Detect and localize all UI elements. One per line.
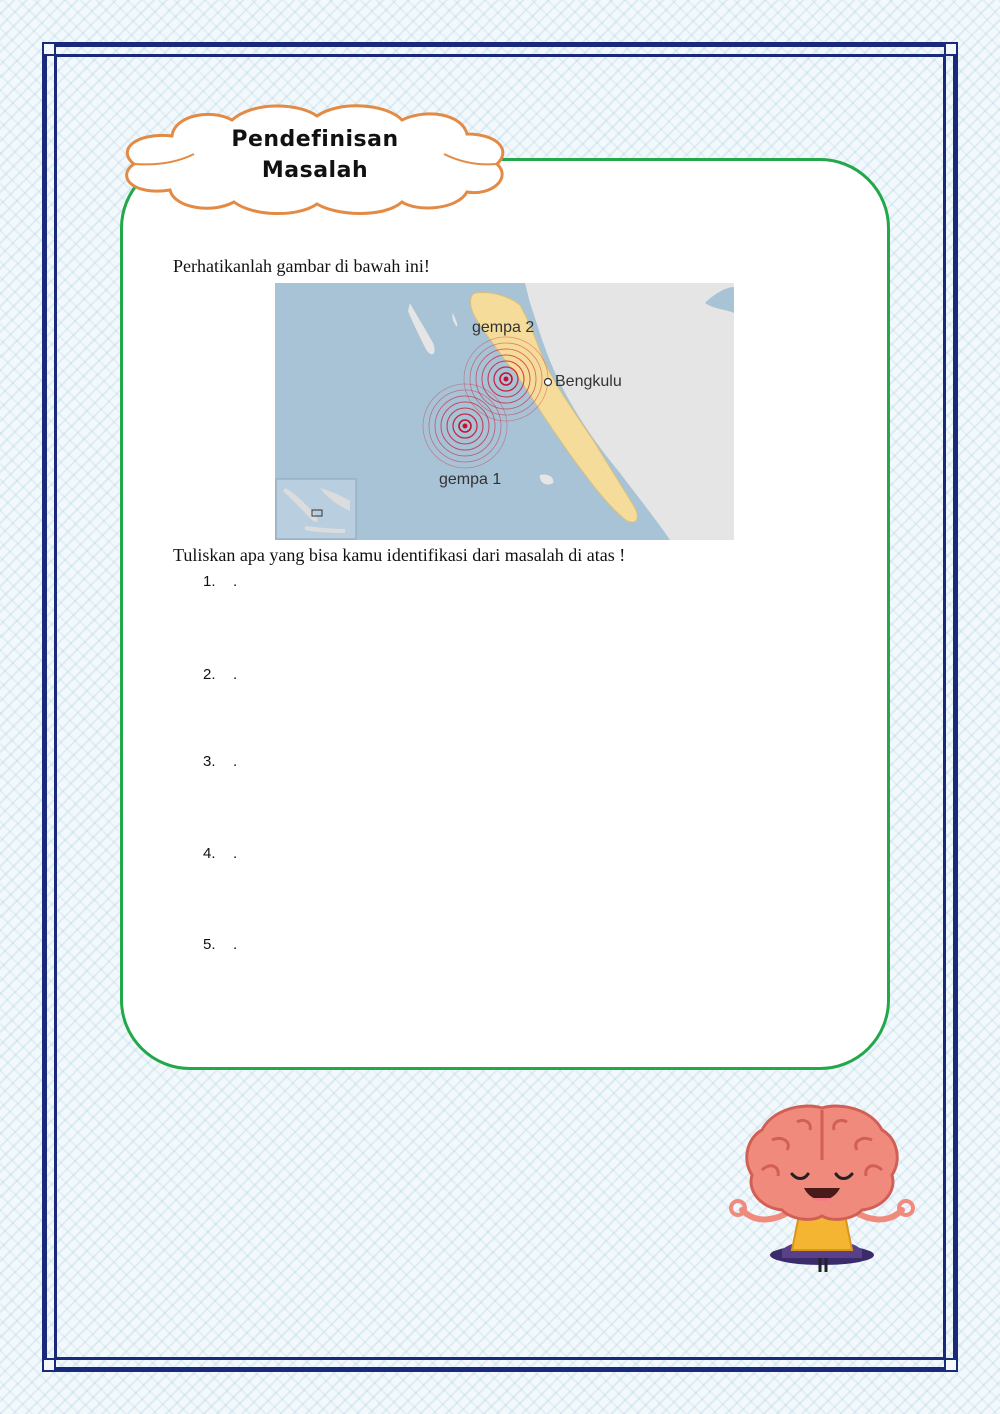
frame-corner bbox=[944, 1358, 958, 1372]
answer-number: 1. bbox=[203, 573, 216, 590]
answer-item[interactable] bbox=[203, 573, 237, 590]
answer-number: 3. bbox=[203, 753, 216, 770]
answer-item[interactable] bbox=[203, 845, 237, 862]
answer-number: 2. bbox=[203, 666, 216, 683]
earthquake-map bbox=[275, 283, 734, 540]
title-line-2: Masalah bbox=[261, 158, 369, 183]
frame-corner bbox=[944, 42, 958, 56]
map-label-quake-2: gempa 2 bbox=[472, 319, 535, 336]
answer-text: . bbox=[233, 936, 238, 953]
answer-number: 4. bbox=[203, 845, 216, 862]
answer-item[interactable] bbox=[203, 753, 237, 770]
answer-number: 5. bbox=[203, 936, 216, 953]
question-text: Tuliskan apa yang bisa kamu identifikasi dari masalah di atas ! bbox=[173, 545, 626, 565]
answer-item[interactable] bbox=[203, 666, 237, 683]
section-title bbox=[112, 124, 518, 186]
brain-mascot-illustration bbox=[722, 1100, 922, 1275]
frame-corner bbox=[42, 1358, 56, 1372]
answer-item[interactable] bbox=[203, 936, 237, 953]
answer-text: . bbox=[233, 753, 238, 770]
brain-mascot-icon bbox=[722, 1100, 922, 1275]
answer-text: . bbox=[233, 666, 238, 683]
title-cloud bbox=[112, 98, 518, 218]
answer-text: . bbox=[233, 845, 238, 862]
frame-corner bbox=[42, 42, 56, 56]
map-label-bengkulu: Bengkulu bbox=[555, 373, 622, 390]
title-line-1: Pendefinisan bbox=[231, 127, 399, 152]
answer-text: . bbox=[233, 573, 238, 590]
map-label-quake-1: gempa 1 bbox=[439, 471, 502, 488]
instruction-text: Perhatikanlah gambar di bawah ini! bbox=[173, 256, 430, 276]
